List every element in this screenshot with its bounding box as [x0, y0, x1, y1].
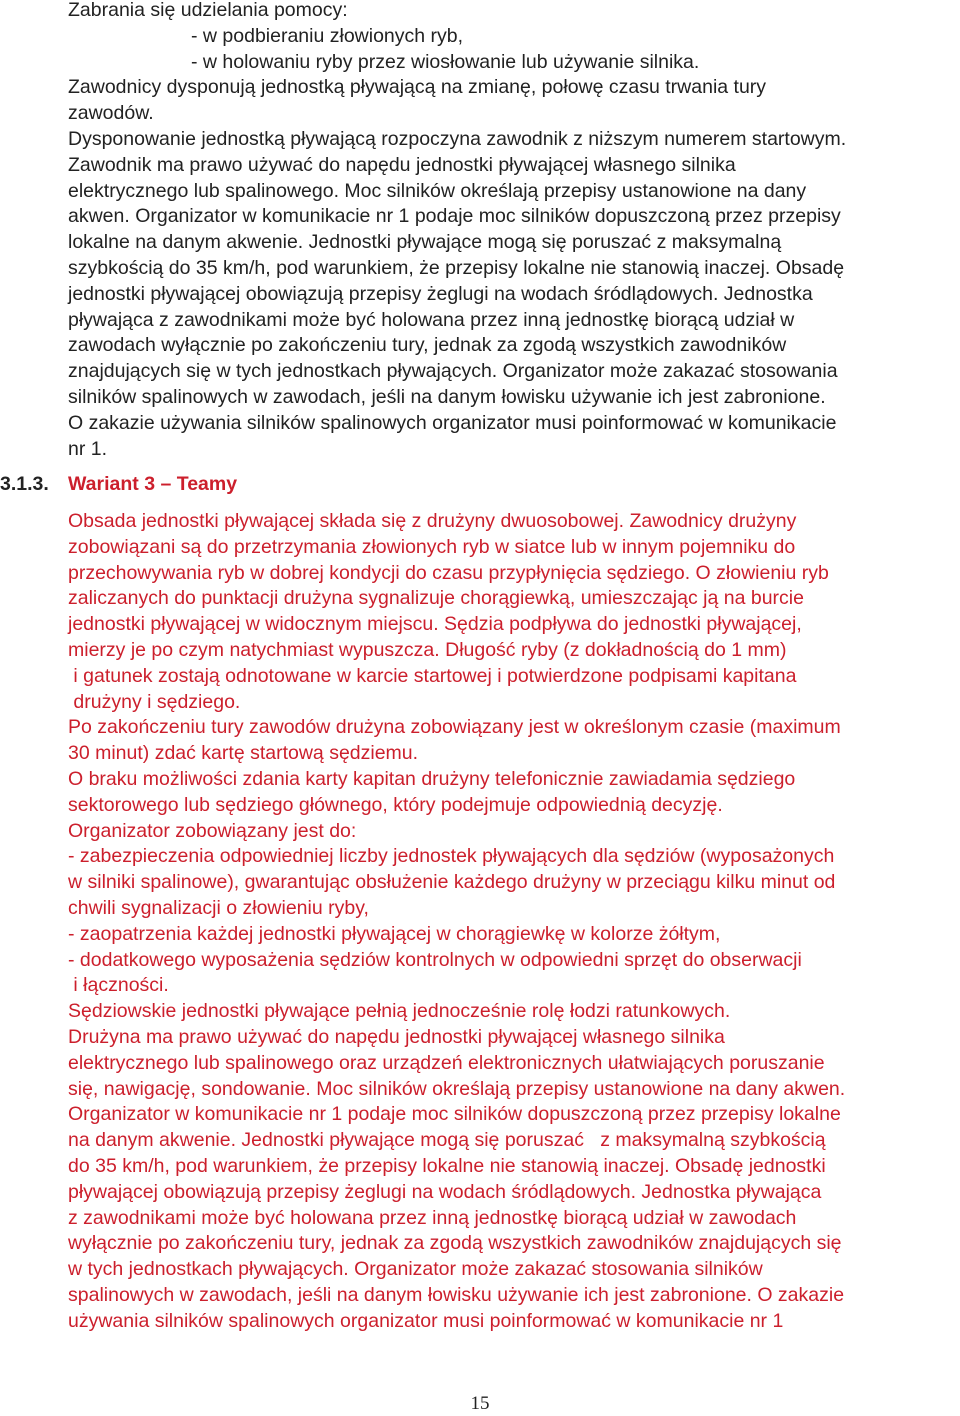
text-line: - zaopatrzenia każdej jednostki pływającej w chorągiewkę w kolorze żółtym, [68, 922, 721, 945]
text-line: zawodach wyłącznie po zakończeniu tury, jednak za zgodą wszystkich zawodników [68, 334, 787, 357]
text-line: Organizator zobowiązany jest do: [68, 819, 357, 842]
page-number: 15 [470, 1393, 490, 1414]
text-line: szybkością do 35 km/h, pod warunkiem, że przepisy lokalne nie stanowią inaczej. Obsadę [68, 257, 845, 279]
text-line: O zakazie używania silników spalinowych organizator musi poinformować w komunikacie [68, 411, 837, 434]
text-line: Zawodnik ma prawo używać do napędu jednostki pływającej własnego silnika [68, 153, 736, 176]
text-line: Obsada jednostki pływającej składa się z drużyny dwuosobowej. Zawodnicy drużyny [68, 510, 797, 532]
text-line: Dysponowanie jednostką pływającą rozpoczyna zawodnik z niższym numerem startowym. [68, 128, 847, 150]
text-line: się, nawigację, sondowanie. Moc silników określają przepisy ustanowione na dany akwen. [68, 1077, 846, 1100]
text-line: pływająca z zawodnikami może być holowana przez inną jednostkę biorącą udział w [68, 308, 795, 331]
text-line: Sędziowskie jednostki pływające pełnią jednocześnie rolę łodzi ratunkowych. [68, 1000, 731, 1023]
text-line: mierzy je po czym natychmiast wypuszcza. Długość ryby (z dokładnością do 1 mm) [68, 639, 787, 661]
text-line: z zawodnikami może być holowana przez inną jednostkę biorącą udział w zawodach [68, 1206, 797, 1229]
text-line: lokalne na danym akwenie. Jednostki pływające mogą się poruszać z maksymalną [68, 231, 782, 254]
text-line: i gatunek zostają odnotowane w karcie startowej i potwierdzone podpisami kapitana [68, 664, 797, 687]
section-title: Wariant 3 – Teamy [68, 473, 238, 495]
text-line: przechowywania ryb w dobrej kondycji do czasu przypłynięcia sędziego. O złowieniu ryb [68, 561, 829, 584]
text-line: - zabezpieczenia odpowiedniej liczby jednostek pływających dla sędziów (wyposażonych [68, 845, 835, 868]
text-line: zaliczanych do punktacji drużyna sygnalizuje chorągiewką, umieszczając ją na burcie [68, 587, 804, 610]
text-line: zobowiązani są do przetrzymania złowionych ryb w siatce lub w innym pojemniku do [68, 535, 796, 558]
text-line: w silniki spalinowe), gwarantując obsłużenie każdego drużyny w przeciągu kilku minut od [68, 871, 836, 894]
text-line: zawodów. [68, 102, 154, 125]
text-line: spalinowych w zawodach, jeśli na danym łowisku używanie ich jest zabronione. O zakazie [68, 1284, 845, 1306]
text-line: akwen. Organizator w komunikacie nr 1 podaje moc silników dopuszczoną przez przepisy [68, 205, 841, 228]
text-line: pływającej obowiązują przepisy żeglugi na wodach śródlądowych. Jednostka pływająca [68, 1180, 822, 1203]
text-line: używania silników spalinowych organizator musi poinformować w komunikacie nr 1 [68, 1309, 784, 1332]
text-line: Po zakończeniu tury zawodów drużyna zobowiązany jest w określonym czasie (maximum [68, 716, 841, 739]
text-line: wyłącznie po zakończeniu tury, jednak za zgodą wszystkich zawodników znajdujących się [68, 1232, 842, 1255]
text-line: - w podbieraniu złowionych ryb, [191, 24, 464, 47]
text-line: w tych jednostkach pływających. Organizator może zakazać stosowania silników [68, 1258, 763, 1281]
text-line: O braku możliwości zdania karty kapitan drużyny telefonicznie zawiadamia sędziego [68, 768, 796, 790]
section-number: 3.1.3. [0, 473, 49, 495]
text-line: nr 1. [68, 437, 108, 460]
text-line: jednostki pływającej w widocznym miejscu. Sędzia podpływa do jednostki pływającej, [68, 613, 802, 636]
text-line: silników spalinowych w zawodach, jeśli na danym łowisku używanie ich jest zabronione. [68, 386, 826, 408]
text-line: elektrycznego lub spalinowego oraz urządzeń elektronicznych ułatwiających poruszanie [68, 1051, 825, 1074]
text-line: chwili sygnalizacji o złowieniu ryby, [68, 897, 369, 919]
text-line: elektrycznego lub spalinowego. Moc silników określają przepisy ustanowione na dany [68, 179, 807, 202]
text-line: Drużyna ma prawo używać do napędu jednostki pływającej własnego silnika [68, 1026, 725, 1048]
text-line: na danym akwenie. Jednostki pływające mogą się poruszać z maksymalną szybkością [68, 1129, 826, 1152]
text-line: 30 minut) zdać kartę startową sędziemu. [68, 742, 419, 765]
text-line: do 35 km/h, pod warunkiem, że przepisy lokalne nie stanowią inaczej. Obsadę jednostki [68, 1155, 826, 1177]
text-line: - w holowaniu ryby przez wiosłowanie lub używanie silnika. [191, 50, 700, 73]
text-line: i łączności. [68, 974, 169, 997]
text-line: sektorowego lub sędziego głównego, który podejmuje odpowiednią decyzję. [68, 793, 723, 816]
text-line: Zawodnicy dysponują jednostką pływającą na zmianę, połowę czasu trwania tury [68, 76, 767, 99]
text-line: jednostki pływającej obowiązują przepisy żeglugi na wodach śródlądowych. Jednostka [68, 282, 813, 305]
text-line: Organizator w komunikacie nr 1 podaje moc silników dopuszczoną przez przepisy lokalne [68, 1103, 841, 1126]
text-line: drużyny i sędziego. [68, 690, 241, 713]
text-line: Zabrania się udzielania pomocy: [68, 0, 348, 21]
text-line: znajdujących się w tych jednostkach pływających. Organizator może zakazać stosowania [68, 360, 838, 383]
text-line: - dodatkowego wyposażenia sędziów kontrolnych w odpowiedni sprzęt do obserwacji [68, 948, 802, 971]
